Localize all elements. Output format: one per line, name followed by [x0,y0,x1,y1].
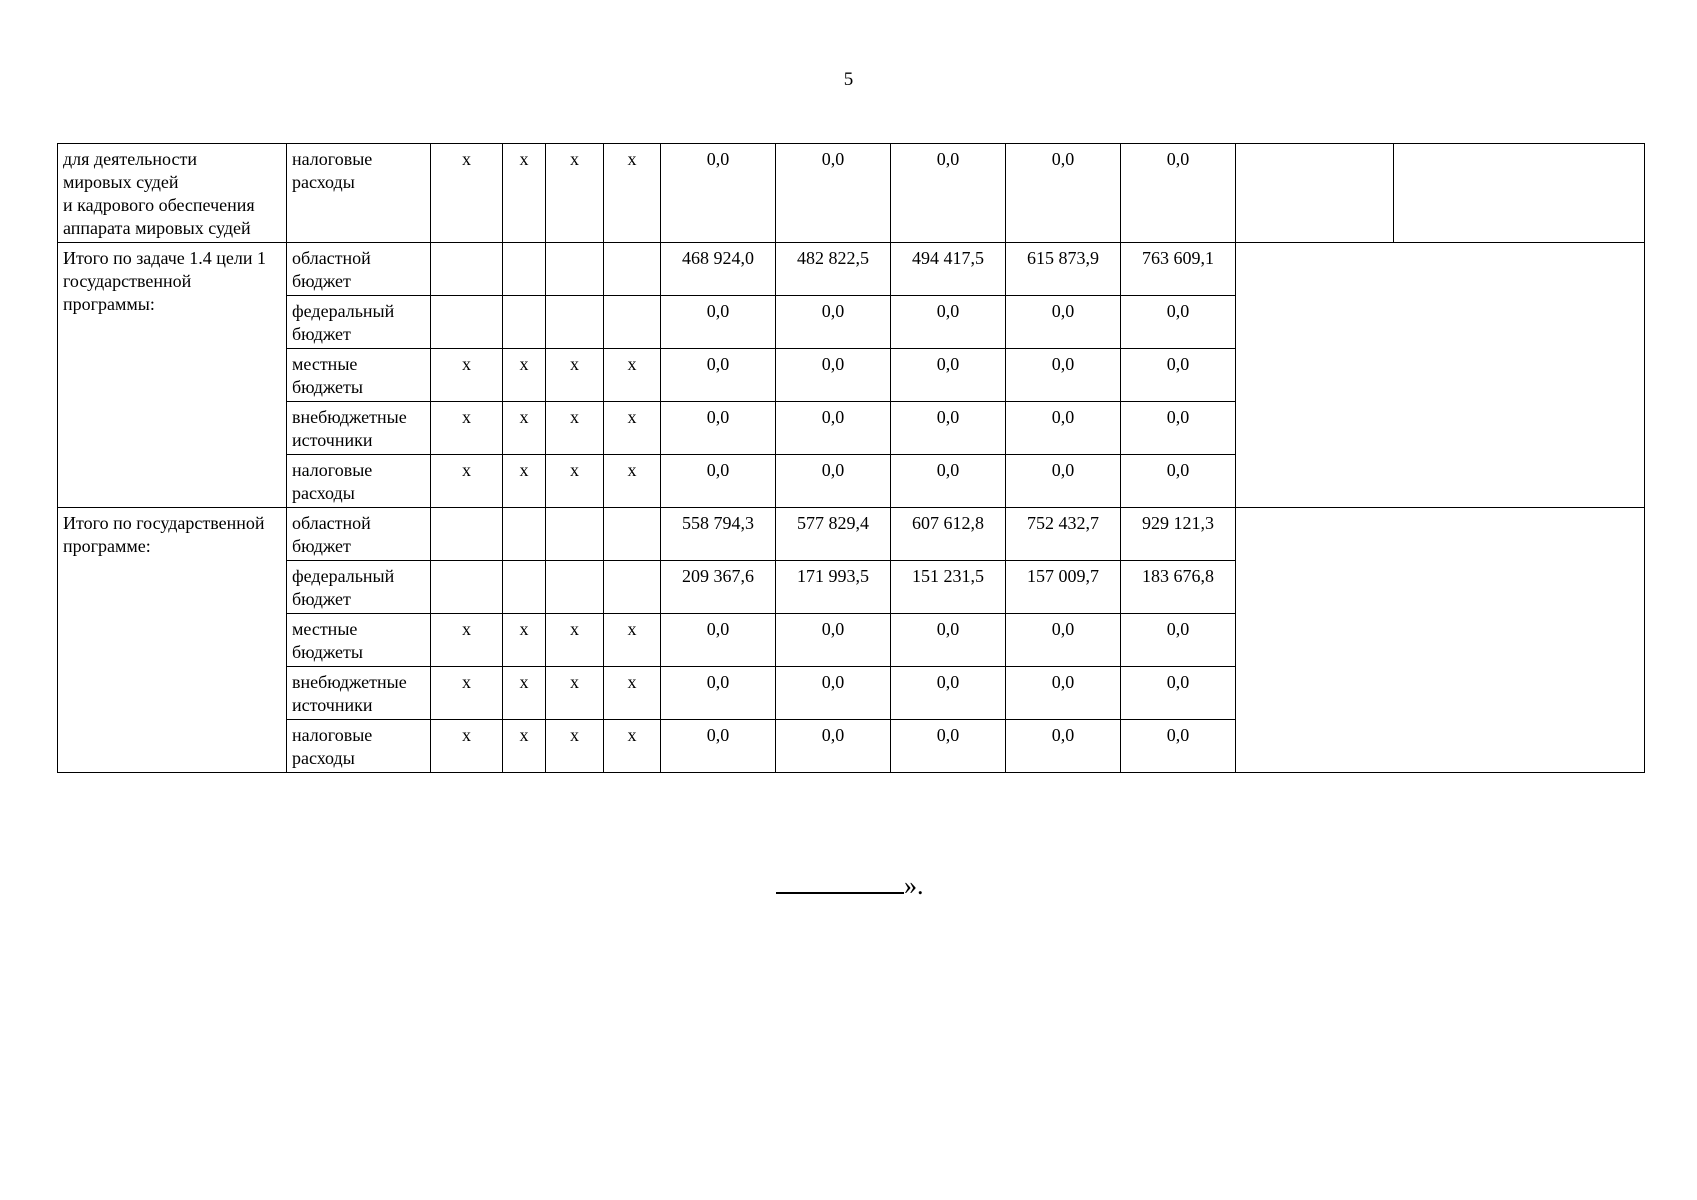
code-cell: x [503,349,546,402]
amount-cell: 0,0 [1006,614,1121,667]
code-cell: x [604,667,661,720]
funding-source-cell: федеральный бюджет [287,561,431,614]
code-cell: x [431,349,503,402]
code-cell: x [431,402,503,455]
code-cell: x [431,667,503,720]
code-cell: x [431,614,503,667]
empty-cell [1236,144,1394,243]
funding-source-cell: местные бюджеты [287,614,431,667]
funding-source-cell: областной бюджет [287,243,431,296]
code-cell [604,508,661,561]
amount-cell: 0,0 [661,144,776,243]
amount-cell: 752 432,7 [1006,508,1121,561]
amount-cell: 0,0 [1121,402,1236,455]
code-cell: x [503,144,546,243]
empty-cell [1394,144,1645,243]
amount-cell: 0,0 [1121,614,1236,667]
signature-line [776,872,904,894]
amount-cell: 0,0 [891,296,1006,349]
closing-mark [776,871,924,901]
amount-cell: 0,0 [1121,667,1236,720]
budget-table [57,143,1645,773]
amount-cell: 0,0 [776,667,891,720]
code-cell: x [604,349,661,402]
measure-name-cell [58,144,287,243]
code-cell [604,296,661,349]
amount-cell: 0,0 [891,402,1006,455]
code-cell: x [546,144,604,243]
table-row [58,144,1645,243]
amount-cell: 577 829,4 [776,508,891,561]
code-cell [431,508,503,561]
amount-cell: 0,0 [891,144,1006,243]
amount-cell: 0,0 [776,720,891,773]
amount-cell: 0,0 [1006,296,1121,349]
funding-source-cell: налоговые расходы [287,720,431,773]
amount-cell: 0,0 [776,349,891,402]
amount-cell: 0,0 [776,614,891,667]
funding-source-cell: местные бюджеты [287,349,431,402]
code-cell: x [604,144,661,243]
code-cell: x [503,720,546,773]
code-cell: x [604,455,661,508]
code-cell [503,296,546,349]
measure-name-line: мировых судей [63,172,179,192]
code-cell: x [503,402,546,455]
code-cell: x [546,720,604,773]
amount-cell: 0,0 [1121,349,1236,402]
funding-source-cell: налоговые расходы [287,455,431,508]
amount-cell: 0,0 [1006,667,1121,720]
amount-cell: 0,0 [776,144,891,243]
funding-source-cell: налоговые расходы [287,144,431,243]
amount-cell: 0,0 [661,349,776,402]
amount-cell: 171 993,5 [776,561,891,614]
funding-source-cell: внебюджетные источники [287,402,431,455]
code-cell: x [546,402,604,455]
table-row [58,243,1645,296]
code-cell: x [546,614,604,667]
amount-cell: 0,0 [1006,720,1121,773]
amount-cell: 0,0 [661,667,776,720]
code-cell [503,243,546,296]
code-cell: x [546,455,604,508]
amount-cell: 0,0 [891,720,1006,773]
amount-cell: 607 612,8 [891,508,1006,561]
amount-cell: 0,0 [661,720,776,773]
amount-cell: 0,0 [891,667,1006,720]
code-cell: x [604,720,661,773]
amount-cell: 0,0 [661,296,776,349]
amount-cell: 209 367,6 [661,561,776,614]
amount-cell: 0,0 [661,402,776,455]
code-cell [431,296,503,349]
amount-cell: 763 609,1 [1121,243,1236,296]
empty-cell [1236,243,1645,508]
group-title-cell: Итого по государственной программе: [58,508,287,773]
amount-cell: 482 822,5 [776,243,891,296]
amount-cell: 0,0 [1121,296,1236,349]
code-cell [431,561,503,614]
amount-cell: 0,0 [776,296,891,349]
amount-cell: 0,0 [776,402,891,455]
code-cell [503,561,546,614]
amount-cell: 929 121,3 [1121,508,1236,561]
empty-cell [1236,508,1645,773]
funding-source-cell: федеральный бюджет [287,296,431,349]
code-cell [546,243,604,296]
amount-cell: 0,0 [1121,720,1236,773]
code-cell [604,561,661,614]
amount-cell: 183 676,8 [1121,561,1236,614]
code-cell: x [431,720,503,773]
page-number: 5 [843,69,854,90]
table-row [58,508,1645,561]
funding-source-cell: областной бюджет [287,508,431,561]
code-cell: x [503,455,546,508]
amount-cell: 468 924,0 [661,243,776,296]
measure-name-line: для деятельности [63,149,197,169]
group-title-cell: Итого по задаче 1.4 цели 1 государственной программы: [58,243,287,508]
closing-quote: ». [904,871,924,900]
amount-cell: 0,0 [891,455,1006,508]
code-cell [431,243,503,296]
code-cell [604,243,661,296]
code-cell: x [431,455,503,508]
amount-cell: 0,0 [1121,455,1236,508]
code-cell: x [546,667,604,720]
amount-cell: 0,0 [1006,349,1121,402]
code-cell: x [503,614,546,667]
amount-cell: 615 873,9 [1006,243,1121,296]
code-cell: x [604,614,661,667]
amount-cell: 0,0 [1006,402,1121,455]
amount-cell: 0,0 [891,349,1006,402]
amount-cell: 0,0 [1006,144,1121,243]
amount-cell: 0,0 [1006,455,1121,508]
amount-cell: 558 794,3 [661,508,776,561]
amount-cell: 494 417,5 [891,243,1006,296]
amount-cell: 0,0 [661,614,776,667]
amount-cell: 0,0 [776,455,891,508]
amount-cell: 0,0 [891,614,1006,667]
amount-cell: 0,0 [661,455,776,508]
code-cell: x [503,667,546,720]
amount-cell: 157 009,7 [1006,561,1121,614]
code-cell: x [546,349,604,402]
measure-name-line: аппарата мировых судей [63,218,251,238]
code-cell [546,561,604,614]
code-cell [546,508,604,561]
measure-name-line: и кадрового обеспечения [63,195,255,215]
code-cell [503,508,546,561]
funding-source-cell: внебюджетные источники [287,667,431,720]
code-cell: x [604,402,661,455]
code-cell: x [431,144,503,243]
code-cell [546,296,604,349]
amount-cell: 151 231,5 [891,561,1006,614]
amount-cell: 0,0 [1121,144,1236,243]
